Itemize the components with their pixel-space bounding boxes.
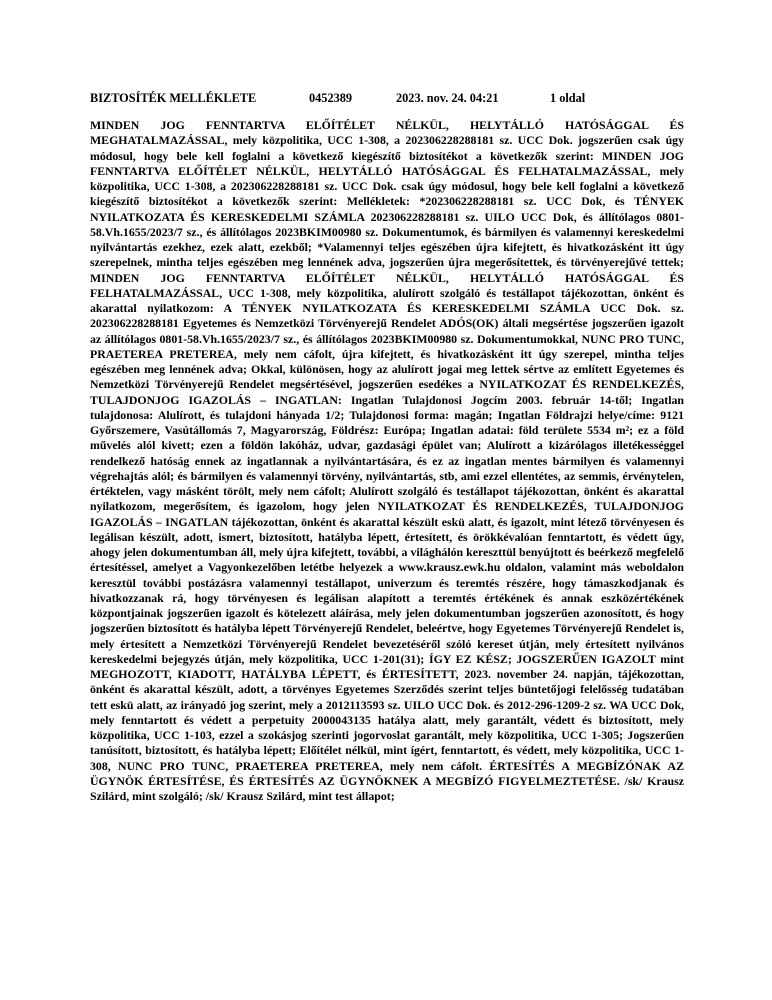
- document-title: BIZTOSÍTÉK MELLÉKLETE: [90, 91, 257, 105]
- page-count: 1 oldal: [550, 91, 586, 105]
- document-header: [90, 90, 690, 106]
- document-number: 0452389: [309, 91, 353, 105]
- document-datetime: 2023. nov. 24. 04:21: [396, 91, 499, 105]
- document-body-text: MINDEN JOG FENNTARTVA ELŐÍTÉLET NÉLKÜL, HELYTÁLLÓ HATÓSÁGGAL ÉS MEGHATALMAZÁSSAL, mely közpolitika, UCC 1-308, a 202306228288181 sz. UCC Dok. jogszerűen csak úgy módosul, hogy bele kell foglalni a következő kiegészítő biztosítékot a következők szerint: MINDEN JOG FENNTARTVA ELŐÍTÉLET NÉLKÜL, HELYTÁLLÓ HATÓSÁGGAL ÉS FELHATALMAZÁSSAL, mely közpolitika, UCC 1-308, a 202306228288181 sz. UCC Dok. csak úgy módosul, hogy bele kell foglalni a következő kiegészítő biztosítékot a következők szerint: Mellékletek: *202306228288181 sz. UCC Dok, és TÉNYEK NYILATKOZATA ÉS KERESKEDELMI SZÁMLA 202306228288181 sz. UILO UCC Dok, és állítólagos 0801-58.Vh.1655/2023/7 sz., és állítólagos 2023BKIM00980 sz. Dokumentumok, és bármilyen és valamennyi kereskedelmi nyilvántartás ezekhez, ezek alatt, ezekből; *Valamennyi teljes egészében újra kifejtett, és hivatkozásként itt úgy szerepelnek, mintha teljes egészében meg lennének adva, jogszerűen újra megerősítettek, és törvényerejűvé tettek; MINDEN JOG FENNTARTVA ELŐÍTÉLET NÉLKÜL, HELYTÁLLÓ HATÓSÁGGAL ÉS FELHATALMAZÁSSAL, UCC 1-308, mely közpolitika, alulírott szolgáló és testállapot tájékozottan, önként és akarattal nyilatkozom: A TÉNYEK NYILATKOZATA ÉS KERESKEDELMI SZÁMLA UCC Dok. sz. 202306228288181 Egyetemes és Nemzetközi Törvényerejű Rendelet ADÓS(OK) általi megsértése jogszerűen igazolt az állítólagos 0801-58.Vh.1655/2023/7 sz., és állítólagos 2023BKIM00980 sz. Dokumentumokkal, NUNC PRO TUNC, PRAETEREA PRETEREA, mely nem cáfolt, újra kifejtett, és hivatkozásként itt úgy szerepel, mintha teljes egészében meg lennének adva; Okkal, különösen, hogy az alulírott jogai meg lettek sértve az említett Egyetemes és Nemzetközi Törvényerejű Rendelet megsértésével, jogszerűen esedékes a NYILATKOZAT ÉS RENDELKEZÉS, TULAJDONJOG IGAZOLÁS – INGATLAN: Ingatlan Tulajdonosi Jogcím 2003. február 14-től; Ingatlan tulajdonosa: Alulírott, és tulajdoni hányada 1/2; Tulajdonosi forma: magán; Ingatlan Földrajzi helye/címe: 9121 Győrszemere, Vasútállomás 7, Magyarország, Földrész: Európa; Ingatlan adatai: föld területe 5534 m²; ez a föld művelés alól kivett; ezen a földön lakóház, udvar, gazdasági épület van; Alulírott a kizárólagos illetékességgel rendelkező hatóság ennek az ingatlannak a nyilvántartására, és ez az ingatlan mentes bármilyen és valamennyi végrehajtás alól; és bármilyen és valamennyi törvény, nyilvántartás, stb, ami ezzel ellentétes, az semmis, érvénytelen, értéktelen, vagy másként törölt, mely nem cáfolt; Alulírott szolgáló és testállapot tájékozottan, önként és akarattal nyilatkozom, megerősítem, és igazolom, hogy jelen NYILATKOZAT ÉS RENDELKEZÉS, TULAJDONJOG IGAZOLÁS – INGATLAN tájékozottan, önként és akarattal készült eskü alatt, és igazolt, mint létező törvényesen és legálisan készült, adott, ismert, biztosított, hatályba lépett, értesített, és örökkévalóan fenntartott, és védett úgy, ahogy jelen dokumentumban áll, mely újra kifejtett, további, a világhálón kereszttül benyújtott és beérkező megfelelő értesítéssel, amelyet a Vagyonkezelőben letétbe helyezek a www.krausz.ewk.hu oldalon, valamint más weboldalon keresztül további postázásra valamennyi testállapot, univerzum és teremtés részére, hogy támaszkodjanak és hivatkozzanak rá, hogy törvényesen és legálisan alapított a teremtés értékének és annak eszközértékének központjainak jogszerűen igazolt és kötelezett aláírása, mely jelen dokumentumban jogszerűen azonosított, és hogy jogszerűen biztosított és hatályba lépett Törvényerejű Rendelet, beleértve, hogy Egyetemes Törvényerejű Rendelet is, mely értesített a Nemzetközi Törvényerejű Rendelet bevezetéséről szóló kereset útján, mely értesített nyilvános kereskedelmi bejegyzés útján, mely közpolitika, UCC 1-201(31); ÍGY EZ KÉSZ; JOGSZERŰEN IGAZOLT mint MEGHOZOTT, KIADOTT, HATÁLYBA LÉPETT, és ÉRTESÍTETT, 2023. november 24. napján, tájékozottan, önként és akarattal készült, adott, a törvényes Egyetemes Szerződés szerint teljes büntetőjogi felelősség tudatában tett eskü alatt, az irányadó jog szerint, mely a 2012113593 sz. UILO UCC Dok. és 2012-296-1209-2 sz. WA UCC Dok, mely fenntartott és védett a perpetuity 2000043135 hatálya alatt, mely garantált, védett és biztosított, mely közpolitika, UCC 1-103, ezzel a szokásjog szerinti jogorvoslat garantált, mely közpolitika, UCC 1-305; Jogszerűen tanúsított, biztosított, és hatályba lépett; Előítélet nélkül, mint ígért, fenntartott, és védett, mely közpolitika, UCC 1-308, NUNC PRO TUNC, PRAETEREA PRETEREA, mely nem cáfolt. ÉRTESÍTÉS A MEGBÍZÓNAK AZ ÜGYNÖK ÉRTESÍTÉSE, ÉS ÉRTESÍTÉS AZ ÜGYNÖKNEK A MEGBÍZÓ FIGYELMEZTETÉSE. /sk/ Krausz Szilárd, mint szolgáló; /sk/ Krausz Szilárd, mint test állapot;: [90, 118, 684, 803]
